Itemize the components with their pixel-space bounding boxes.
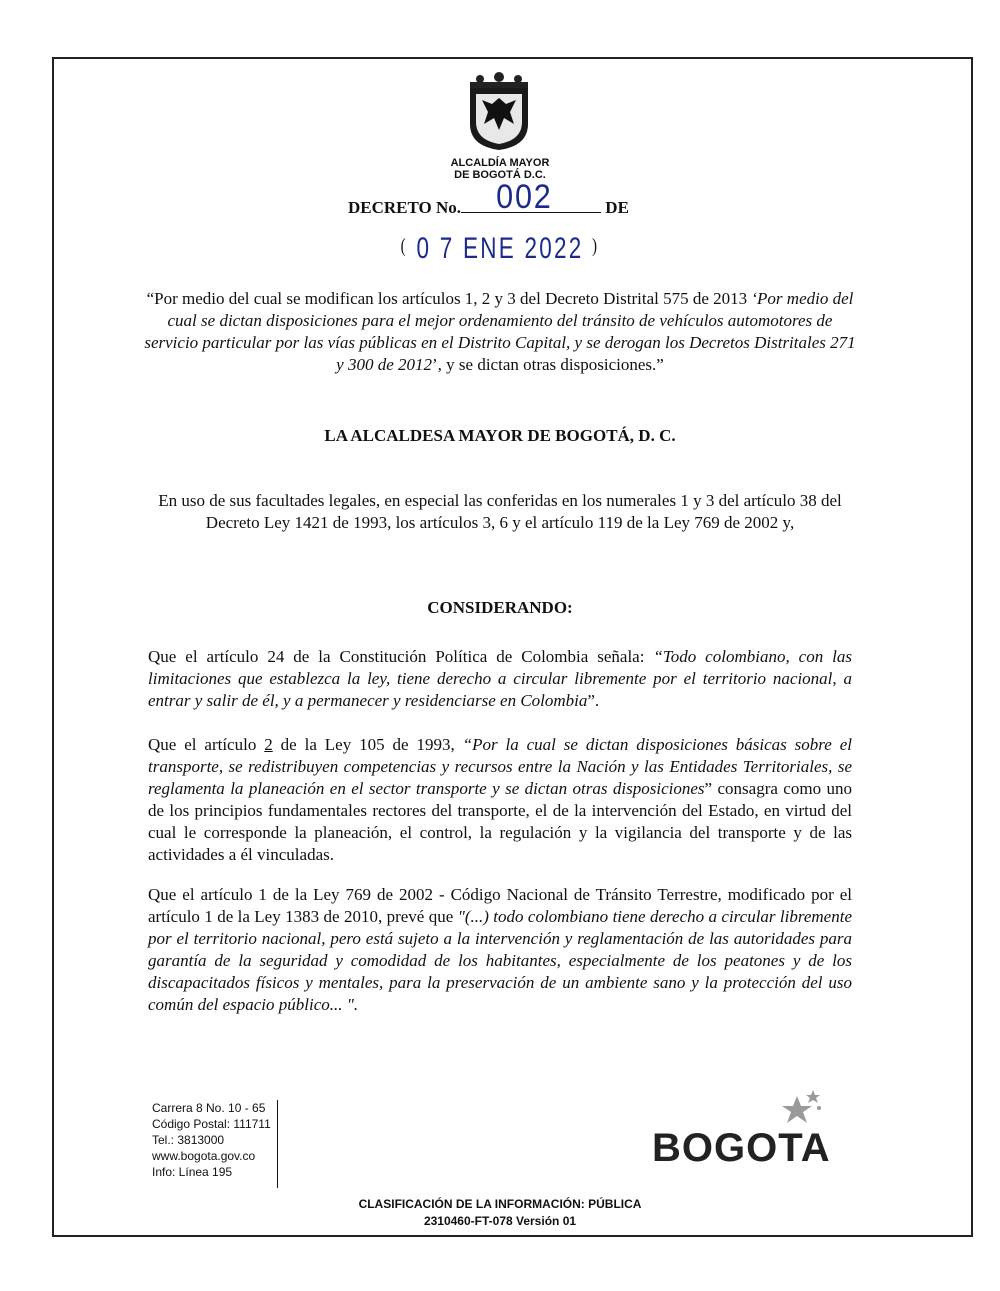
- stars-icon: [775, 1088, 823, 1128]
- decree-heading: [348, 178, 668, 218]
- classification: CLASIFICACIÓN DE LA INFORMACIÓN: PÚBLICA: [358, 1197, 642, 1211]
- decree-number-stamp: 002: [496, 178, 553, 216]
- institution-line-1: ALCALDÍA MAYOR: [450, 157, 550, 169]
- footer-address-block: [152, 1100, 278, 1188]
- footer-phone: Tel.: 3813000: [152, 1133, 225, 1147]
- form-code: 2310460-FT-078 Versión 01: [423, 1214, 577, 1228]
- footer-postal: Código Postal: 111711: [152, 1117, 271, 1131]
- footer-address: Carrera 8 No. 10 - 65: [152, 1101, 266, 1115]
- paragraph-2: Que el artículo 2 de la Ley 105 de 1993, “Por la cual se dictan disposiciones básicas sobre el transporte, se redistribuyen competencias y recursos entre la Nación y las Entidades Territoriales, se reglamenta la planeación en el sector transporte y se dictan otras disposiciones” consagra como uno de los principios fundamentales rectores del transporte, el de la intervención del Estado, en virtud del cual le corresponde la planeación, el control, la regulación y la vigilancia del transporte y de las actividades a él vinculadas.: [148, 735, 852, 864]
- bogota-logo: BOGOTA: [652, 1126, 831, 1170]
- authority-heading: LA ALCALDESA MAYOR DE BOGOTÁ, D. C.: [324, 426, 676, 445]
- decree-date: ( 0 7 ENE 2022 ): [400, 232, 600, 265]
- decree-de: DE: [605, 198, 629, 217]
- coat-of-arms-icon: [466, 72, 532, 152]
- footer-web: www.bogota.gov.co: [152, 1149, 256, 1163]
- decree-label: DECRETO No.: [348, 198, 462, 217]
- paragraph-1: Que el artículo 24 de la Constitución Política de Colombia señala: “Todo colombiano, con las limitaciones que establezca la ley, tiene derecho a circular libremente por el territorio nacional, a entrar y salir de él, y a permanecer y residenciarse en Colombia”.: [148, 647, 852, 710]
- institution-line-2: DE BOGOTÁ D.C.: [454, 169, 546, 181]
- considerando-heading: CONSIDERANDO:: [427, 598, 573, 617]
- decree-date-stamp: 0 7 ENE 2022: [416, 232, 584, 265]
- decree-number-line: [461, 178, 601, 216]
- decree-title: “Por medio del cual se modifican los artículos 1, 2 y 3 del Decreto Distrital 575 de 2013 ‘Por medio del cual se dictan disposiciones para el mejor ordenamiento del tránsito de vehículos automotores de servicio particular por las vías públicas en el Distrito Capital, y se derogan los Decretos Distritales 271 y 300 de 2012’, y se dictan otras disposiciones.”: [144, 289, 856, 374]
- paragraph-3: Que el artículo 1 de la Ley 769 de 2002 - Código Nacional de Tránsito Terrestre, modificado por el artículo 1 de la Ley 1383 de 2010, prevé que "(...) todo colombiano tiene derecho a circular libremente por el territorio nacional, pero está sujeto a la intervención y reglamentación de las autoridades para garantía de la seguridad y comodidad de los habitantes, especialmente de los peatones y de los discapacitados físicos y mentales, para la preservación de un ambiente sano y la protección del uso común del espacio público... ".: [148, 885, 852, 1014]
- preamble: En uso de sus facultades legales, en especial las conferidas en los numerales 1 y 3 del artículo 38 del Decreto Ley 1421 de 1993, los artículos 3, 6 y el artículo 119 de la Ley 769 de 2002 y,: [158, 491, 842, 532]
- footer-info: Info: Línea 195: [152, 1165, 233, 1179]
